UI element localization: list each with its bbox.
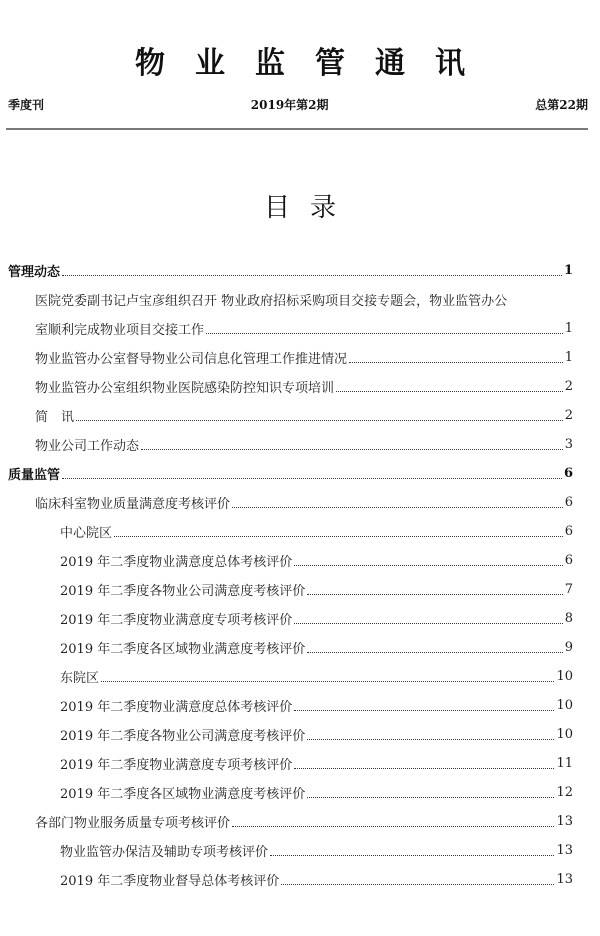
dot-leader (294, 767, 554, 769)
toc-entry-label: 2019 年二季度物业满意度总体考核评价 (60, 555, 293, 570)
dot-leader (206, 332, 563, 334)
toc-entry[interactable] (0, 401, 600, 430)
dot-leader (349, 361, 563, 363)
dot-leader (101, 680, 554, 682)
toc-entry-label: 物业监管办公室组织物业医院感染防控知识专项培训 (35, 381, 335, 396)
toc-entry-page: 11 (556, 756, 573, 771)
toc-entry-label: 东院区 (60, 671, 100, 686)
toc-entry-page: 6 (564, 524, 573, 539)
toc-entry-label: 2019 年二季度各区域物业满意度考核评价 (60, 642, 306, 657)
dot-leader (294, 564, 563, 566)
toc-entry-page: 2 (564, 379, 573, 394)
toc-entry-page: 1 (563, 263, 573, 278)
newsletter-title: 物业监管通讯 (135, 46, 495, 81)
toc-subentry[interactable] (0, 575, 600, 604)
toc-entry-page: 2 (564, 408, 573, 423)
toc-subentry[interactable] (0, 633, 600, 662)
toc-entry-label: 2019 年二季度物业满意度专项考核评价 (60, 613, 293, 628)
periodicity-label: 季度刊 (8, 97, 45, 112)
dot-leader (270, 854, 554, 856)
toc-entry-label: 物业监管办公室督导物业公司信息化管理工作推进情况 (35, 352, 348, 367)
toc-entry-label: 临床科室物业质量满意度考核评价 (35, 497, 231, 512)
toc-entry[interactable] (0, 343, 600, 372)
header-divider (6, 128, 588, 130)
toc-subentry[interactable] (0, 604, 600, 633)
toc-entry-page: 9 (564, 640, 573, 655)
dot-leader (114, 535, 563, 537)
dot-leader (307, 796, 554, 798)
toc-entry-page: 10 (556, 669, 573, 684)
toc-entry-label: 2019 年二季度物业满意度总体考核评价 (60, 700, 293, 715)
toc-entry-page: 13 (556, 814, 573, 829)
dot-leader (62, 274, 562, 276)
toc-subentry[interactable] (0, 865, 600, 894)
toc-entry[interactable] (0, 314, 600, 343)
toc-entry-label: 简 讯 (35, 410, 75, 425)
dot-leader (76, 419, 563, 421)
toc-entry-page: 8 (564, 611, 573, 626)
dot-leader (307, 738, 554, 740)
toc-subentry[interactable] (0, 720, 600, 749)
toc-entry[interactable] (0, 372, 600, 401)
dot-leader (141, 448, 563, 450)
toc-entry-label: 2019 年二季度各区域物业满意度考核评价 (60, 787, 306, 802)
toc-section-management-news[interactable] (0, 256, 600, 285)
total-issue-number: 总第22期 (535, 97, 588, 112)
toc-entry[interactable] (0, 488, 600, 517)
toc-entry-page: 1 (564, 350, 573, 365)
toc-entry-label: 2019 年二季度物业满意度专项考核评价 (60, 758, 293, 773)
toc-entry-page: 1 (564, 321, 573, 336)
toc-subentry[interactable] (0, 662, 600, 691)
dot-leader (307, 651, 563, 653)
dot-leader (307, 593, 563, 595)
toc-entry-label-line1: 医院党委副书记卢宝彦组织召开 物业政府招标采购项目交接专题会，物业监管办公 (35, 294, 508, 309)
toc-subentry[interactable] (0, 517, 600, 546)
dot-leader (336, 390, 563, 392)
toc-entry-page: 6 (563, 466, 573, 481)
toc-entry-page: 7 (564, 582, 573, 597)
toc-entry[interactable] (0, 807, 600, 836)
issue-info-row (8, 95, 588, 113)
toc-subentry[interactable] (0, 778, 600, 807)
toc-entry-label: 各部门物业服务质量专项考核评价 (35, 816, 231, 831)
toc-entry-label: 质量监管 (8, 468, 61, 483)
toc-section-quality-supervision[interactable] (0, 459, 600, 488)
toc-subentry[interactable] (0, 749, 600, 778)
table-of-contents (0, 256, 600, 894)
toc-entry-wrapped-line[interactable] (0, 285, 600, 314)
toc-subentry[interactable] (0, 546, 600, 575)
toc-entry-page: 13 (556, 872, 573, 887)
toc-entry-label: 管理动态 (8, 265, 61, 280)
toc-entry-page: 10 (556, 698, 573, 713)
dot-leader (294, 709, 554, 711)
toc-entry-label: 2019 年二季度各物业公司满意度考核评价 (60, 729, 306, 744)
toc-subentry[interactable] (0, 691, 600, 720)
dot-leader (62, 477, 562, 479)
toc-entry-page: 3 (564, 437, 573, 452)
dot-leader (232, 506, 563, 508)
toc-entry-label: 中心院区 (60, 526, 113, 541)
dot-leader (232, 825, 554, 827)
toc-entry-page: 12 (556, 785, 573, 800)
toc-entry-page: 6 (564, 553, 573, 568)
toc-subentry[interactable] (0, 836, 600, 865)
dot-leader (294, 622, 563, 624)
toc-entry-label: 物业监管办保洁及辅助专项考核评价 (60, 845, 269, 860)
toc-entry-page: 10 (556, 727, 573, 742)
toc-entry[interactable] (0, 430, 600, 459)
toc-entry-page: 13 (556, 843, 573, 858)
toc-entry-label: 2019 年二季度物业督导总体考核评价 (60, 874, 280, 889)
toc-entry-label: 2019 年二季度各物业公司满意度考核评价 (60, 584, 306, 599)
toc-entry-page: 6 (564, 495, 573, 510)
toc-entry-label: 物业公司工作动态 (35, 439, 140, 454)
toc-entry-label: 室顺利完成物业项目交接工作 (35, 323, 205, 338)
dot-leader (281, 883, 554, 885)
issue-number: 2019年第2期 (250, 97, 329, 112)
toc-heading: 目录 (263, 193, 356, 223)
